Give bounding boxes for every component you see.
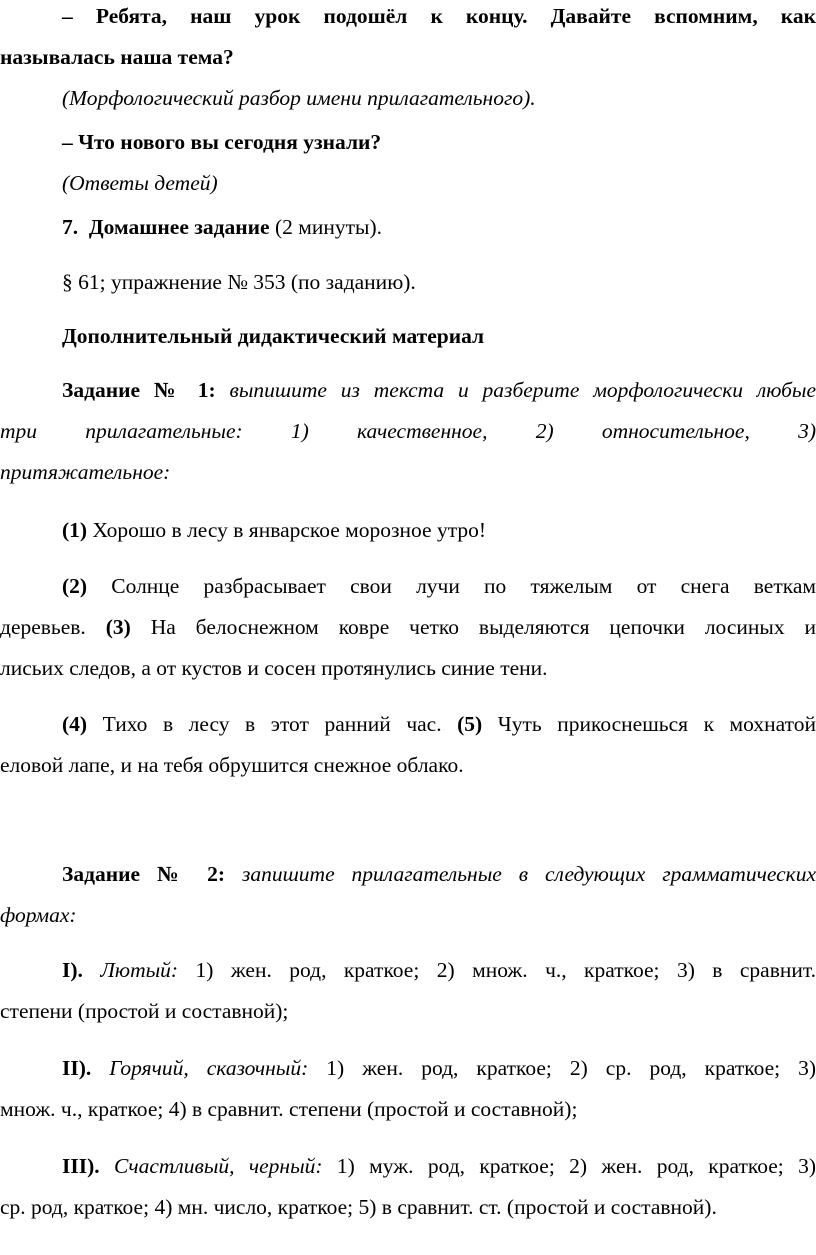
item-iii-line1: III). Счастливый, черный: 1) муж. род, краткое; 2) жен. род, краткое; 3) [62, 1154, 816, 1178]
sentence-3-line2: лисьих следов, а от кустов и сосен протянулись синие тени. [0, 656, 548, 680]
homework-text: § 61; упражнение № 353 (по заданию). [62, 270, 416, 294]
sentence-4-line1: (4) Тихо в лесу в этот ранний час. (5) Чуть прикоснешься к мохнатой [62, 712, 816, 736]
homework-number: 7. [62, 215, 79, 239]
children-answers: (Ответы детей) [62, 171, 218, 195]
sentence-1: (1) Хорошо в лесу в январское морозное утро! [62, 518, 487, 542]
item-ii-line2: множ. ч., краткое; 4) в сравнит. степени (простой и составной); [0, 1097, 578, 1121]
homework-duration: (2 минуты). [269, 215, 382, 239]
task2-instruction-line2: формах: [0, 903, 77, 927]
item-words: Лютый: [100, 958, 179, 982]
closing-question-line1: – Ребята, наш урок подошёл к концу. Давайте вспомним, как [62, 4, 816, 28]
sentence-2-line1: (2) Солнце разбрасывает свои лучи по тяжелым от снега веткам [62, 574, 816, 598]
sentence-5-line2: еловой лапе, и на тебя обрушится снежное облако. [0, 753, 464, 777]
task2-label: Задание № 2: [62, 862, 225, 886]
item-words: Горячий, сказочный: [109, 1056, 309, 1080]
homework-heading [62, 217, 816, 239]
task1-instruction-line3: притяжательное: [0, 460, 171, 484]
sentence-3-line1: деревьев. (3) На белоснежном ковре четко выделяются цепочки лосиных и [0, 615, 816, 639]
extra-material-title: Дополнительный дидактический материал [62, 324, 485, 348]
item-ii-line1: II). Горячий, сказочный: 1) жен. род, краткое; 2) ср. род, краткое; 3) [62, 1056, 816, 1080]
task1-label: Задание № 1: [62, 378, 216, 402]
task2-instruction-line1: Задание № 2: запишите прилагательные в следующих грамматических [62, 862, 816, 886]
sentence-number: (2) [62, 574, 88, 598]
sentence-number: (3) [105, 615, 131, 639]
sentence-number: (1) [62, 518, 88, 542]
task1-instruction-line2: три прилагательные: 1) качественное, 2) относительное, 3) [0, 419, 816, 443]
closing-question-line2: называлась наша тема? [0, 45, 234, 69]
item-number: II). [62, 1056, 92, 1080]
item-number: I). [62, 958, 83, 982]
item-i-line1: I). Лютый: 1) жен. род, краткое; 2) множ. ч., краткое; 3) в сравнит. [62, 958, 816, 982]
closing-answer: (Морфологический разбор имени прилагательного). [62, 86, 536, 110]
new-knowledge-question: – Что нового вы сегодня узнали? [62, 130, 382, 154]
sentence-number: (4) [62, 712, 88, 736]
item-i-line2: степени (простой и составной); [0, 999, 289, 1023]
task1-instruction-line1: Задание № 1: выпишите из текста и разберите морфологически любые [62, 378, 816, 402]
item-number: III). [62, 1154, 100, 1178]
sentence-number: (5) [457, 712, 483, 736]
homework-title: Домашнее задание [88, 215, 270, 239]
item-iii-line2: ср. род, краткое; 4) мн. число, краткое; 5) в сравнит. ст. (простой и составной). [0, 1195, 717, 1219]
item-words: Счастливый, черный: [113, 1154, 323, 1178]
